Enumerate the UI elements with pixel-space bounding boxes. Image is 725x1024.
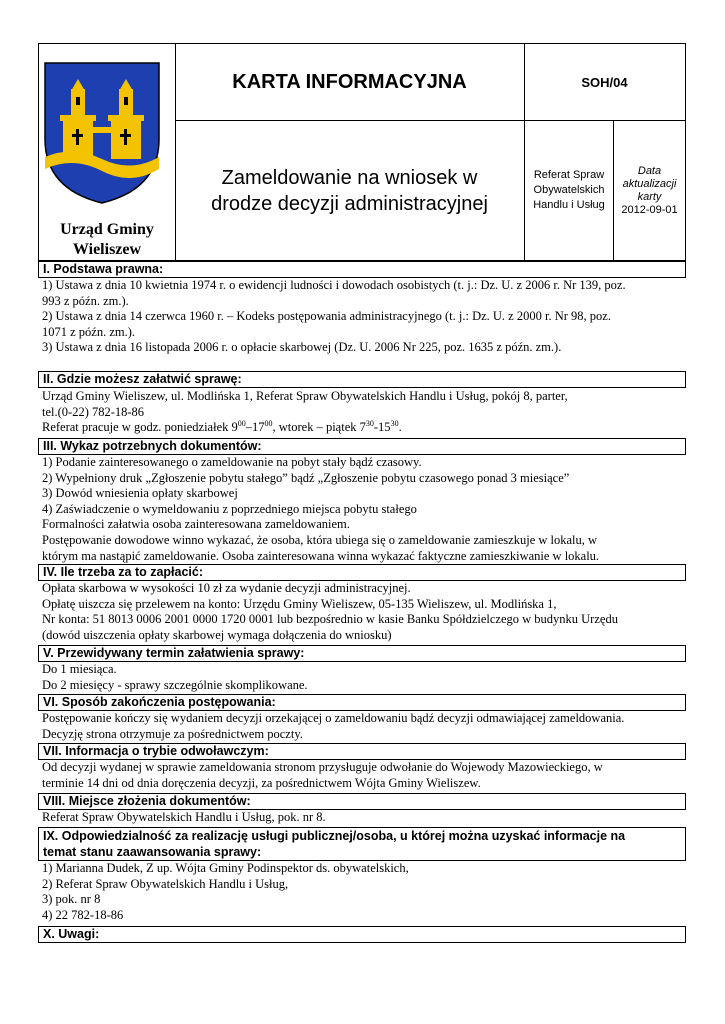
text-line: Referat Spraw Obywatelskich Handlu i Usług, pok. nr 8. (42, 810, 326, 824)
hours-text: Referat pracuje w godz. poniedziałek 9 (42, 420, 238, 435)
text-line: którym ma nastąpić zameldowanie. Osoba zainteresowana winna wykazać faktyczne zamieszkiwanie w lokalu. (42, 548, 600, 563)
card-subject (175, 121, 524, 260)
text-line: (dowód uiszczenia opłaty skarbowej wymaga dołączenia do wniosku) (42, 627, 392, 642)
department-line: Obywatelskich (533, 184, 605, 196)
text-line: Od decyzji wydanej w sprawie zameldowania stronom przysługuje odwołanie do Wojewody Mazowieckiego, w (42, 760, 603, 774)
text-line: 2) Ustawa z dnia 14 czerwca 1960 r. – Kodeks postępowania administracyjnego (t. j.: Dz. U. z 2000 r. Nr 98, poz. (42, 309, 611, 324)
office-line: Wieliszew (72, 241, 142, 258)
hours-text: –17 (245, 420, 265, 435)
hours-text: 00 (264, 419, 273, 429)
section-heading: VIII. Miejsce złożenia dokumentów: (38, 793, 686, 810)
card-title: KARTA INFORMACYJNA (232, 70, 467, 93)
text-line: 3) Ustawa z dnia 16 listopada 2006 r. o opłacie skarbowej (Dz. U. 2006 Nr 225, poz. 1635 z późn. zm.). (42, 340, 562, 355)
update-date: 2012-09-01 (621, 203, 678, 216)
text-line: Urząd Gminy Wieliszew, ul. Modlińska 1, Referat Spraw Obywatelskich Handlu i Usług, pokój 8, parter, (42, 389, 568, 403)
section-body (42, 581, 682, 643)
header-table (38, 43, 686, 261)
text-line: Postępowanie dowodowe winno wykazać, że osoba, która ubiega się o zameldowanie zamieszkuje w lokalu, w (42, 532, 598, 547)
hours-text: -15 (373, 420, 391, 435)
update-label: karty (637, 190, 662, 203)
section-body (42, 278, 682, 356)
text-line: 3) Dowód wniesienia opłaty skarbowej (42, 486, 238, 501)
section-heading: V. Przewidywany termin załatwienia sprawy: (38, 645, 686, 662)
text-line: 1071 z późn. zm.). (42, 324, 136, 339)
text-line: Decyzję strona otrzymuje za pośrednictwem poczty. (42, 726, 303, 741)
text-line: tel.(0-22) 782-18-86 (42, 404, 145, 419)
section-heading: VI. Sposób zakończenia postępowania: (38, 694, 686, 711)
section-heading: III. Wykaz potrzebnych dokumentów: (38, 438, 686, 455)
section-body (42, 455, 682, 564)
text-line: 993 z późn. zm.). (42, 293, 129, 308)
subject-line: drodze decyzji administracyjnej (211, 192, 488, 215)
hours-text: 00 (237, 419, 246, 429)
text-line: Formalności załatwia osoba zainteresowana zameldowaniem. (42, 517, 350, 532)
card-code: SOH/04 (581, 74, 628, 90)
coat-of-arms-icon (43, 61, 161, 205)
text-line: Postępowanie kończy się wydaniem decyzji orzekającej o zameldowaniu bądź decyzji odmawiającej zameldowania. (42, 711, 625, 725)
section-body (42, 760, 682, 791)
text-line: Do 2 miesięcy - sprawy szczególnie skomplikowane. (42, 677, 308, 692)
text-line: Nr konta: 51 8013 0006 2001 0000 1720 0001 lub bezpośrednio w kasie Banku Spółdzielczego w budynku Urzędu (42, 612, 618, 627)
text-line: 3) pok. nr 8 (42, 892, 101, 907)
hours-text: 30 (365, 419, 374, 429)
section-heading: X. Uwagi: (38, 926, 686, 943)
text-line: 1) Ustawa z dnia 10 kwietnia 1974 r. o ewidencji ludności i dowodach osobistych (t. j.: Dz. U. z 2006 r. Nr 139, poz. (42, 278, 626, 292)
text-line: Do 1 miesiąca. (42, 662, 117, 676)
text-line: 4) 22 782-18-86 (42, 907, 124, 922)
text-line: Opłatę uiszcza się przelewem na konto: Urzędu Gminy Wieliszew, 05-135 Wieliszew, ul. Modlińska 1, (42, 596, 557, 611)
department (525, 121, 613, 260)
section-heading: IV. Ile trzeba za to zapłacić: (38, 564, 686, 581)
section-body (42, 389, 682, 436)
hours-text: . (398, 420, 402, 435)
text-line: 1) Marianna Dudek, Z up. Wójta Gminy Podinspektor ds. obywatelskich, (42, 861, 409, 875)
section-body (42, 810, 682, 826)
update-info (614, 121, 685, 260)
department-line: Handlu i Usług (533, 199, 605, 211)
update-label: Data (637, 164, 662, 177)
department-line: Referat Spraw (533, 169, 605, 181)
text-line: 4) Zaświadczenie o wymeldowaniu z poprzedniego miejsca pobytu stałego (42, 501, 417, 516)
text-line: Opłata skarbowa w wysokości 10 zł za wydanie decyzji administracyjnej. (42, 581, 411, 595)
section-body (42, 711, 682, 742)
update-label: aktualizacji (622, 177, 677, 190)
text-line: 1) Podanie zainteresowanego o zameldowanie na pobyt stały bądź czasowy. (42, 455, 422, 469)
section-body (42, 662, 682, 693)
text-line: terminie 14 dni od dnia doręczenia decyzji, za pośrednictwem Wójta Gminy Wieliszew. (42, 775, 481, 790)
subject-line: Zameldowanie na wniosek w (221, 166, 478, 189)
heading-line: IX. Odpowiedzialność za realizację usługi publicznej/osoba, u której można uzyskać informacje na (43, 829, 626, 843)
text-line: 2) Referat Spraw Obywatelskich Handlu i Usług, (42, 876, 289, 891)
text-line: 2) Wypełniony druk „Zgłoszenie pobytu stałego” bądź „Zgłoszenie pobytu czasowego ponad 3 miesiące” (42, 470, 570, 485)
office-hours (42, 420, 682, 436)
section-heading: VII. Informacja o trybie odwoławczym: (38, 743, 686, 760)
office-line: Urząd Gminy (60, 221, 154, 238)
section-heading: I. Podstawa prawna: (38, 261, 686, 278)
section-body (42, 861, 682, 923)
section-heading: II. Gdzie możesz załatwić sprawę: (38, 371, 686, 388)
heading-line: temat stanu zaawansowania sprawy: (43, 845, 262, 859)
office-name (39, 220, 175, 260)
hours-text: 30 (390, 419, 399, 429)
hours-text: , wtorek – piątek 7 (272, 420, 366, 435)
section-heading (38, 827, 686, 861)
